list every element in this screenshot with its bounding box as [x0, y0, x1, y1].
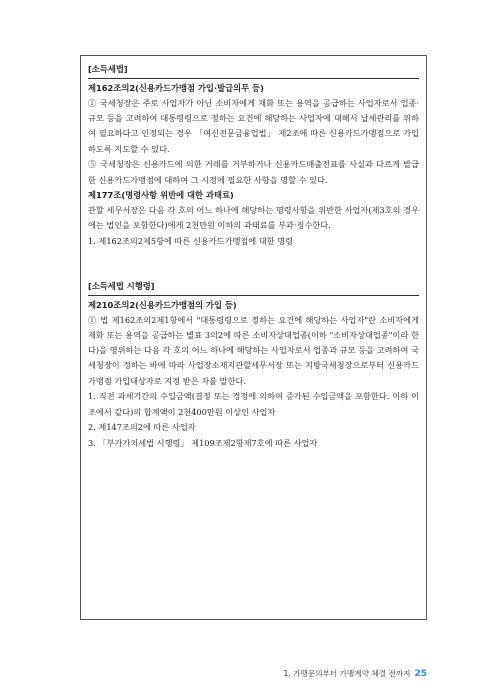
page-footer	[284, 668, 427, 679]
section-spacer	[88, 250, 419, 279]
section-tag: [소득세법]	[88, 64, 128, 74]
article-paragraph: 관할 세무서장은 다음 각 호의 어느 하나에 해당하는 명령사항을 위반한 사업자(제3호의 경우에는 법인을 포함한다)에게 2천만원 이하의 과태료를 부과·징수한다.	[88, 205, 419, 231]
page-number: 25	[414, 669, 427, 679]
article-item: 1. 직전 과세기간의 수입금액(결정 또는 경정에 의하여 증가된 수입금액을 포함한다. 이하 이 조에서 같다)의 합계액이 2천400만원 이상인 사업자	[88, 391, 419, 417]
section-tag: [소득세법 시행령]	[88, 280, 155, 291]
article-item: 2. 제147조의2에 따른 사업자	[88, 422, 196, 433]
article-title: 제210조의2(신용카드가맹점의 가입 등)	[88, 299, 237, 310]
article-title: 제177조(명령사항 위반에 대한 과태료)	[88, 190, 234, 201]
article-paragraph: ① 국세청장은 주로 사업자가 아닌 소비자에게 재화 또는 용역을 공급하는 사업자로서 업종·규모 등을 고려하여 대통령령으로 정하는 요건에 해당하는 사업자에 대해서 납세관리를 위하여 필요하다고 인정되는 경우 「여신전문금융업법」 제2조에 따른 신용카드가맹점으로 가입하도록 지도할 수 있다.	[88, 98, 419, 154]
article-item: 1. 제162조의2제5항에 따른 신용카드가맹점에 대한 명령	[88, 236, 294, 247]
article-paragraph: ⑤ 국세청장은 신용카드에 의한 거래를 거부하거나 신용카드매출전표를 사실과 다르게 발급한 신용카드가맹점에 대하여 그 시정에 필요한 사항을 명할 수 있다.	[88, 159, 419, 185]
law-excerpt-box	[80, 55, 427, 620]
article-item: 3. 「부가가치세법 시행령」 제109조제2항제7호에 따른 사업자	[88, 437, 318, 448]
divider	[88, 78, 419, 79]
chapter-title: 1. 가맹문의부터 가맹계약 체결 전까지	[283, 669, 411, 678]
article-title: 제162조의2(신용카드가맹점 가입·발급의무 등)	[88, 83, 264, 93]
article-paragraph: ① 법 제162조의2제1항에서 "대통령령으로 정하는 요건에 해당하는 사업자"란 소비자에게 재화 또는 용역을 공급하는 별표 3의2에 따른 소비자상대업종(이하 "소비자상대업종"이라 한다)을 영위하는 다음 각 호의 어느 하나에 해당하는 사업자로서 업종과 규모 등을 고려하여 국세청장이 정하는 바에 따라 사업장소재지관할세무서장 또는 지방국세청장으로부터 신용카드가맹점 가입대상자로 지정 받은 자를 말한다.	[88, 314, 419, 386]
divider	[88, 295, 419, 296]
